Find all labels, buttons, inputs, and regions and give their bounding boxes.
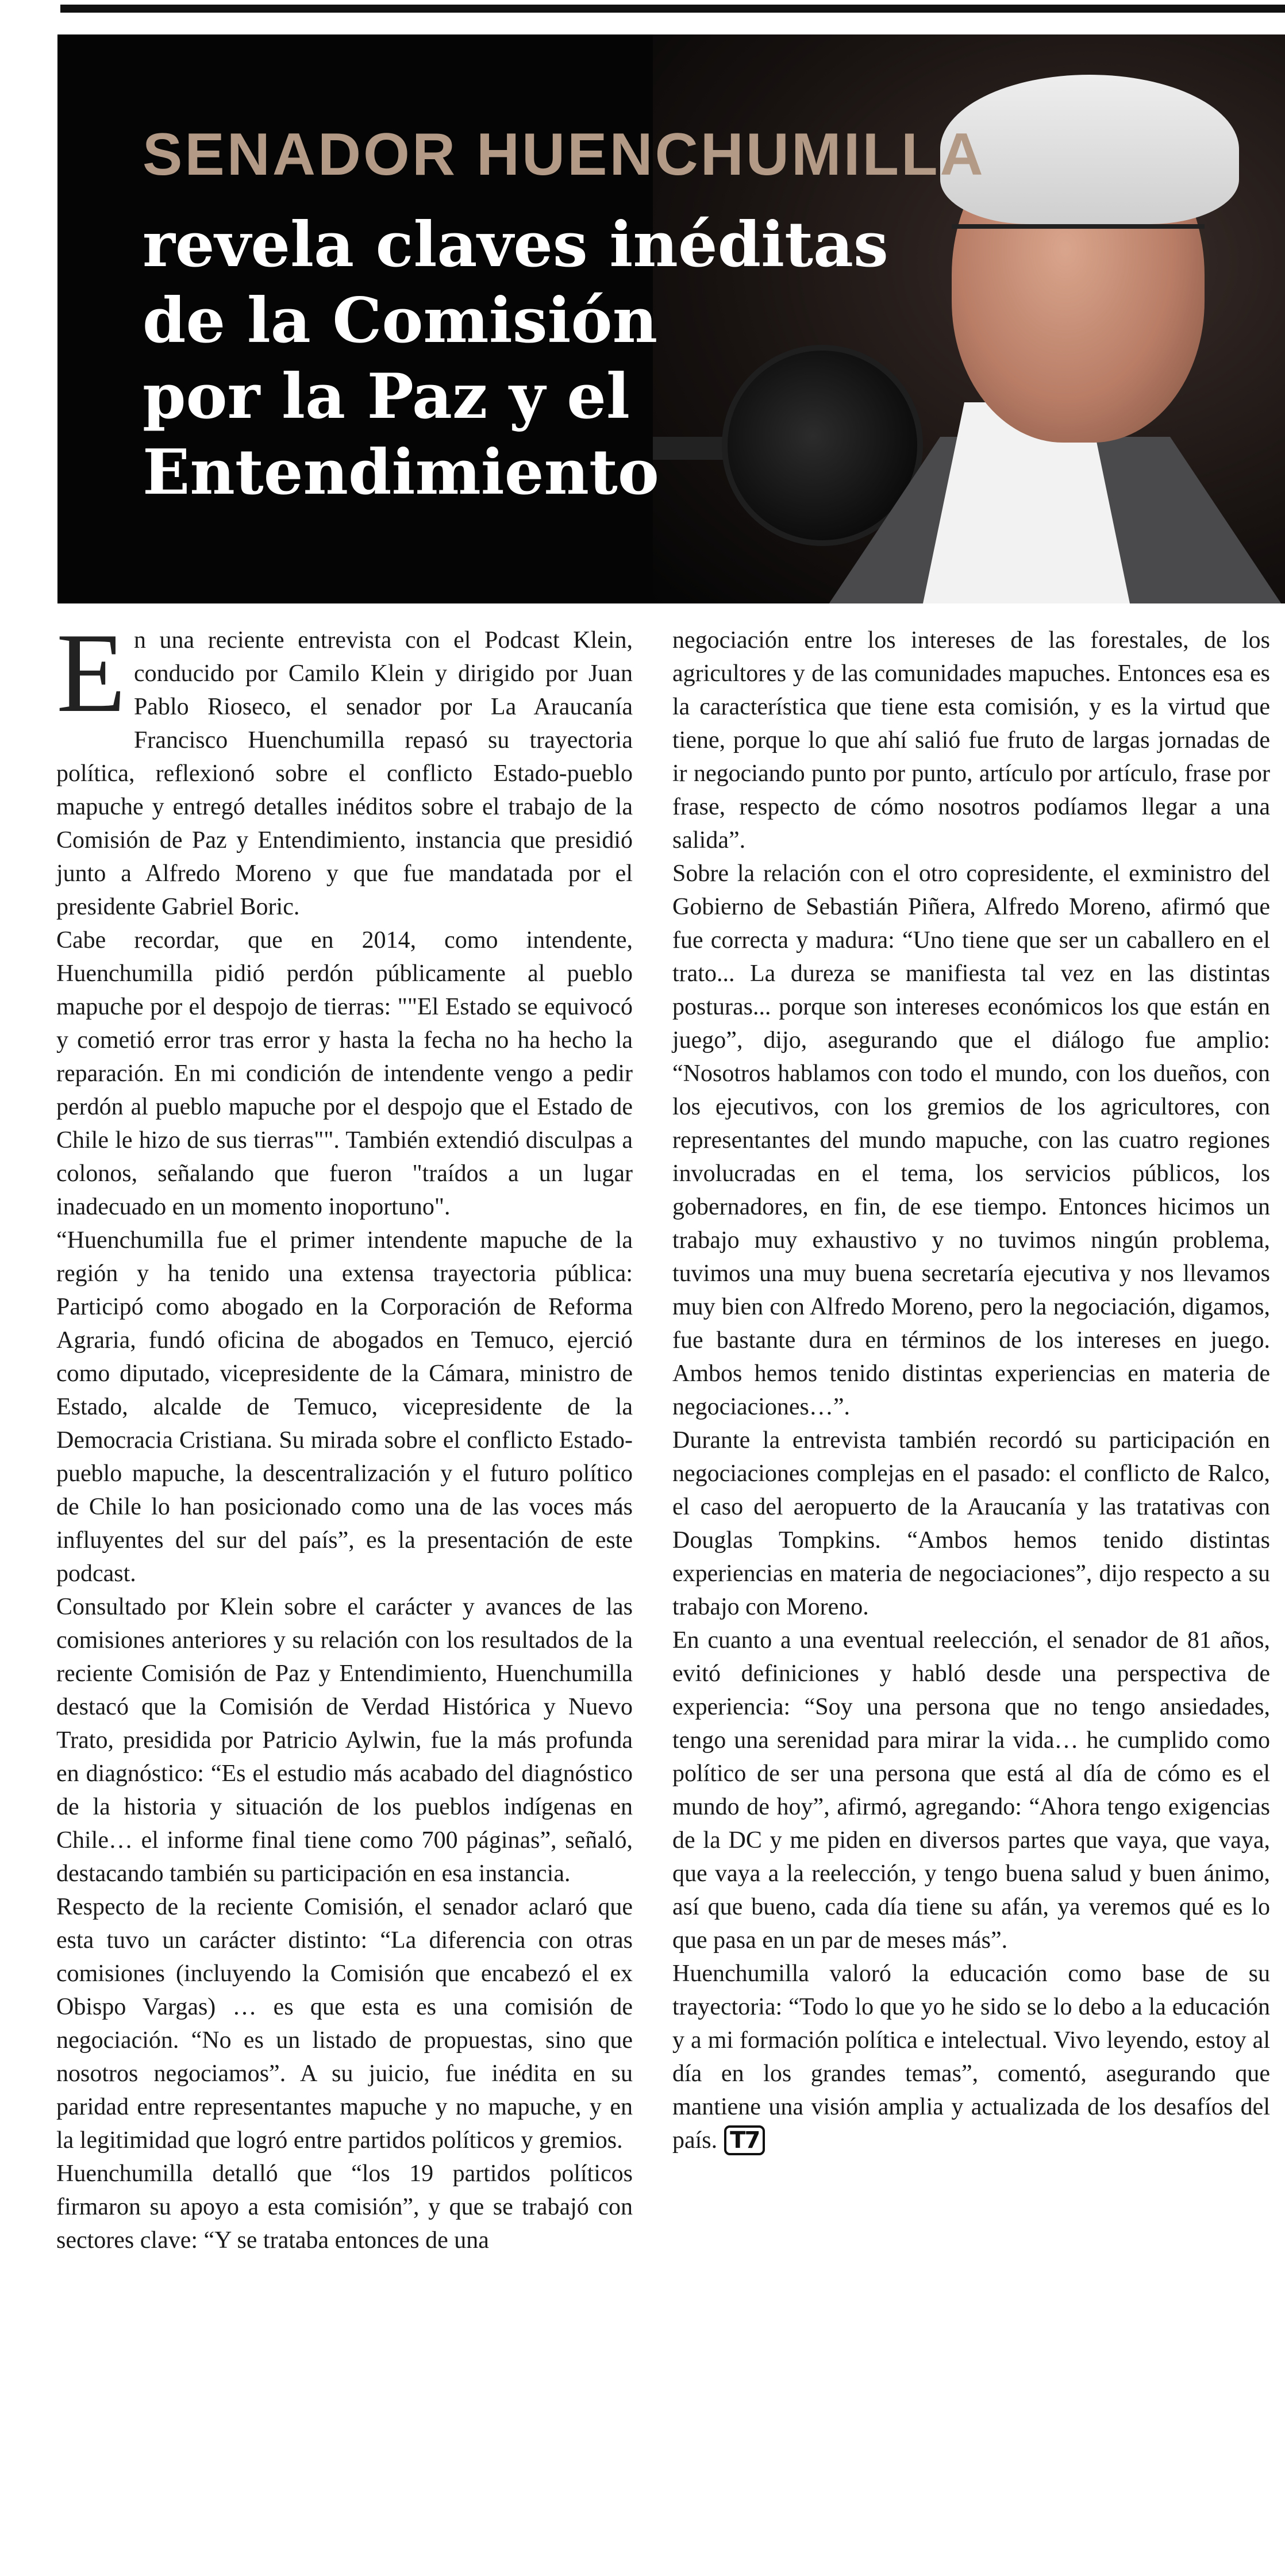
article-column-left — [56, 610, 633, 2257]
headline-banner — [57, 34, 1285, 603]
article-paragraph: Huenchumilla detalló que “los 19 partidos políticos firmaron su apoyo a esta comisión”, y que se trabajó con sectores clave: “Y se trataba entonces de una — [56, 2160, 633, 2254]
article-column-right — [672, 624, 1270, 2157]
photo-glasses — [952, 224, 1205, 280]
headline-line: Entendimiento — [143, 436, 659, 509]
article-paragraph: Sobre la relación con el otro copresidente, el exministro del Gobierno de Sebastián Piñera, Alfredo Moreno, afirmó que fue correcta y madura: “Uno tiene que ser un caballero en el trato... La dureza se manifiesta tal vez en las distintas posturas... porque son intereses económicos los que están en juego”, dijo, asegurando que el diálogo fue amplio: “Nosotros hablamos con todo el mundo, con los dueños, con los ejecutivos, con los gremios de los agricultores, con representantes del mundo mapuche, con las cuatro regiones involucradas en el tema, los servicios públicos, los gobernadores, en fin, de ese tiempo. Entonces hicimos un trabajo muy exhaustivo y no tuvimos ningún problema, tuvimos una muy buena secretaría ejecutiva y nos llevamos muy bien con Alfredo Moreno, pero la negociación, digamos, fue bastante dura en términos de los intereses en juego. Ambos hemos tenido distintas experiencias en materia de negociaciones…”. — [672, 860, 1270, 1420]
article-paragraph: “Huenchumilla fue el primer intendente mapuche de la región y ha tenido una extensa trayectoria pública: Participó como abogado en la Corporación de Reforma Agraria, fundó oficina de abogados en Temuco, ejerció como diputado, vicepresidente de la Cámara, ministro de Estado, alcalde de Temuco, vicepresidente de la Democracia Cristiana. Su mirada sobre el conflicto Estado-pueblo mapuche, la descentralización y el futuro político de Chile lo han posicionado como una de las voces más influyentes del sur del país”, es la presentación de este podcast. — [56, 1227, 633, 1587]
closing-paragraph-text: Huenchumilla valoró la educación como base de su trayectoria: “Todo lo que yo he sido se lo debo a la educación y a mi formación política e intelectual. Vivo leyendo, estoy al día en los grandes temas”, comentó, asegurando que mantiene una visión amplia y actualizada de los desafíos del país. — [672, 1960, 1270, 2154]
article-paragraph: negociación entre los intereses de las forestales, de los agricultores y de las comunidades mapuches. Entonces esa es la característica que tiene esta comisión, y es la virtud que tiene, porque lo que ahí salió fue fruto de largas jornadas de ir negociando punto por punto, artículo por artículo, frase por frase, respecto de cómo nosotros podíamos llegar a una salida”. — [672, 627, 1270, 853]
drop-cap: E — [56, 610, 126, 736]
headline-kicker: SENADOR HUENCHUMILLA — [143, 121, 986, 188]
article-paragraph: Consultado por Klein sobre el carácter y avances de las comisiones anteriores y su relación con los resultados de la reciente Comisión de Paz y Entendimiento, Huenchumilla destacó que la Comisión de Verdad Histórica y Nuevo Trato, presidida por Patricio Aylwin, fue la más profunda en diagnóstico: “Es el estudio más acabado del diagnóstico de la historia y situación de los pueblos indígenas en Chile… el informe final tiene como 700 páginas”, señaló, destacando también su participación en esa instancia. — [56, 1594, 633, 1887]
headline-line: de la Comisión — [143, 284, 658, 357]
article-paragraph: Durante la entrevista también recordó su participación en negociaciones complejas en el pasado: el conflicto de Ralco, el caso del aeropuerto de la Araucanía y las tratativas con Douglas Tompkins. “Ambos hemos tenido distintas experiencias en materia de negociaciones”, dijo respecto a su trabajo con Moreno. — [672, 1427, 1270, 1620]
publication-logo-icon: T7 — [724, 2125, 765, 2155]
article-paragraph — [672, 1957, 1270, 2157]
top-rule — [60, 5, 1285, 13]
article-paragraph: En cuanto a una eventual reelección, el senador de 81 años, evitó definiciones y habló desde una perspectiva de experiencia: “Soy una persona que no tengo ansiedades, tengo una serenidad para mirar la vida… he cumplido como político de ser una persona que está al día de cómo es el mundo de hoy”, afirmó, agregando: “Ahora tengo exigencias de la DC y me piden en diversos partes que vaya, que vaya, que vaya a la reelección, y tengo buena salud y buen ánimo, así que bueno, cada día tiene su afán, ya veremos qué es lo que pasa en un par de meses más”. — [672, 1627, 1270, 1954]
headline-line: revela claves inéditas — [143, 209, 888, 281]
article-paragraph: Cabe recordar, que en 2014, como intendente, Huenchumilla pidió perdón públicamente al pueblo mapuche por el despojo de tierras: ""El Estado se equivocó y cometió error tras error y hasta la fecha no ha hecho la reparación. En mi condición de intendente vengo a pedir perdón al pueblo mapuche por el despojo que el Estado de Chile le hizo de sus tierras"". También extendió disculpas a colonos, señalando que fueron "traídos a un lugar inadecuado en un momento inoportuno". — [56, 927, 633, 1220]
headline — [143, 207, 888, 510]
headline-line: por la Paz y el — [143, 360, 630, 433]
article-paragraph: n una reciente entrevista con el Podcast Klein, conducido por Camilo Klein y dirigido por Juan Pablo Rioseco, el senador por La Araucanía Francisco Huenchumilla repasó su trayectoria política, reflexionó sobre el conflicto Estado-pueblo mapuche y entregó detalles inéditos sobre el trabajo de la Comisión de Paz y Entendimiento, instancia que presidió junto a Alfredo Moreno y que fue mandatada por el presidente Gabriel Boric. — [56, 627, 633, 920]
article-paragraph: Respecto de la reciente Comisión, el senador aclaró que esta tuvo un carácter distinto: “La diferencia con otras comisiones (incluyendo la Comisión que encabezó el ex Obispo Vargas) … es que esta es una comisión de negociación. “No es un listado de propuestas, sino que nosotros negociamos”. A su juicio, fue inédita en su paridad entre representantes mapuche y no mapuche, y en la legitimidad que logró entre partidos políticos y gremios. — [56, 1894, 633, 2154]
